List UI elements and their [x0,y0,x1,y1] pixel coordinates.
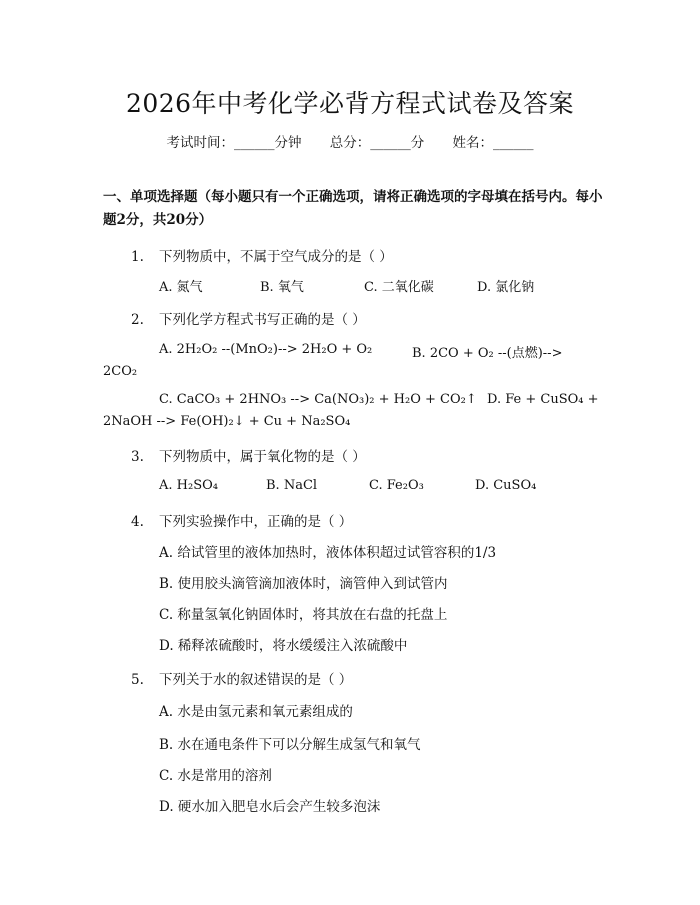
exam-time-field: 考试时间：______分钟 [166,135,302,151]
question-number: 5. [131,672,144,688]
option-a: A. 水是由氢元素和氧元素组成的 [159,704,353,720]
question-text: 下列实验操作中，正确的是（ ） [159,514,353,530]
option-d: D. 氯化钠 [477,280,535,295]
option-a: A. 氮气 [159,280,203,295]
option-b: B. 使用胶头滴管滴加液体时，滴管伸入到试管内 [159,576,448,592]
question-number: 1. [131,249,144,265]
question-text: 下列关于水的叙述错误的是（ ） [159,672,353,688]
question-text: 下列物质中，属于氧化物的是（ ） [159,449,366,465]
option-c: C. 二氧化碳 [364,280,434,295]
question-text: 下列化学方程式书写正确的是（ ） [159,312,366,328]
exam-meta [0,131,700,151]
question-4 [131,510,352,530]
option-b-continued: 2CO₂ [103,364,138,379]
question-number: 2. [131,312,144,328]
question-number: 3. [131,449,144,465]
question-3-options [159,478,536,493]
question-1 [131,245,393,265]
option-c: C. Fe₂O₃ [369,478,424,493]
question-number: 4. [131,514,144,530]
option-a: A. 给试管里的液体加热时，液体体积超过试管容积的1/3 [159,545,497,561]
option-a: A. 2H₂O₂ --(MnO₂)--> 2H₂O + O₂ [159,342,373,357]
question-2 [131,308,366,328]
option-b: B. 水在通电条件下可以分解生成氢气和氧气 [159,737,421,753]
total-score-field: 总分：______分 [329,135,425,151]
option-b: B. 氧气 [260,280,304,295]
question-1-options [159,276,534,295]
option-d: D. 硬水加入肥皂水后会产生较多泡沫 [159,799,381,815]
option-d: D. Fe + CuSO₄ + [487,392,599,407]
question-5 [131,668,352,688]
question-3 [131,445,366,465]
option-c: C. CaCO₃ + 2HNO₃ --> Ca(NO₃)₂ + H₂O + CO₂↑ [159,392,477,407]
option-b: B. 2CO + O₂ --(点燃)--> [412,346,563,361]
option-c: C. 称量氢氧化钠固体时，将其放在右盘的托盘上 [159,607,448,623]
option-d: D. 稀释浓硫酸时，将水缓缓注入浓硫酸中 [159,638,408,654]
option-d: D. CuSO₄ [475,478,537,493]
question-text: 下列物质中，不属于空气成分的是（ ） [159,249,393,265]
option-d-continued: 2NaOH --> Fe(OH)₂↓ + Cu + Na₂SO₄ [103,414,351,429]
option-c: C. 水是常用的溶剂 [159,768,272,784]
section-heading: 一、单项选择题（每小题只有一个正确选项，请将正确选项的字母填在括号内。每小题2分，共20分） [103,189,603,228]
student-name-field: 姓名：______ [452,135,534,151]
exam-title: 2026年中考化学必背方程式试卷及答案 [125,89,575,118]
option-a: A. H₂SO₄ [159,478,218,493]
option-b: B. NaCl [266,478,318,493]
